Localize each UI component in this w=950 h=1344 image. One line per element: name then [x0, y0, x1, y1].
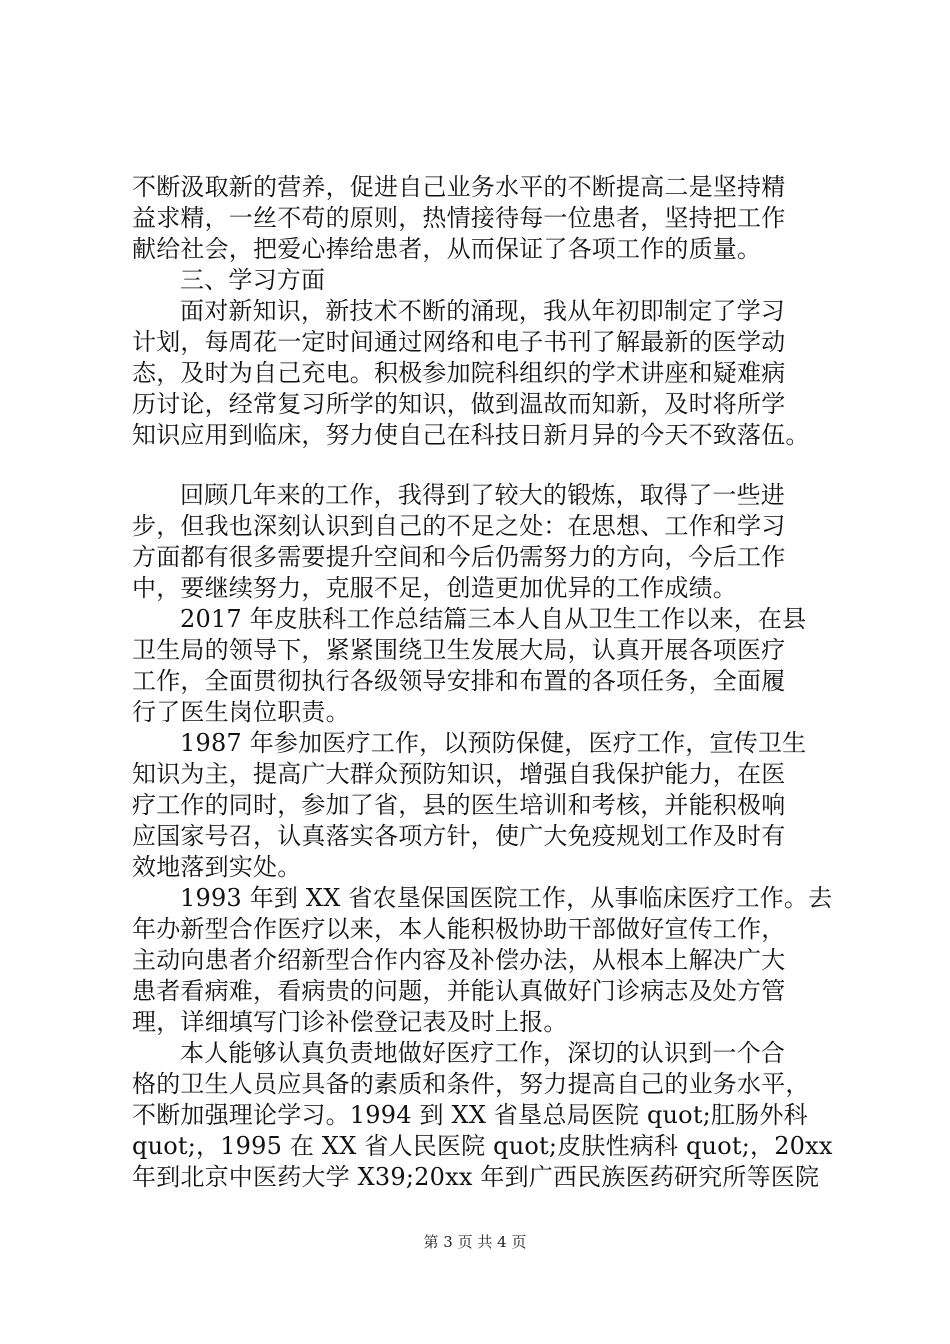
text-line: 益求精，一丝不苟的原则，热情接待每一位患者，坚持把工作 — [132, 204, 786, 232]
text-line: 患者看病难，看病贵的问题，并能认真做好门诊病志及处方管 — [132, 977, 786, 1005]
text-line: 不断加强理论学习。1994 到 XX 省垦总局医院 quot;肛肠外科 — [132, 1101, 808, 1129]
text-line: 1987 年参加医疗工作，以预防保健，医疗工作，宣传卫生 — [180, 729, 807, 757]
text-line: quot;，1995 在 XX 省人民医院 quot;皮肤性病科 quot;，20xx — [132, 1132, 833, 1160]
document-body — [132, 172, 838, 1193]
text-line: 理，详细填写门诊补偿登记表及时上报。 — [132, 1008, 568, 1036]
text-line: 历讨论，经常复习所学的知识，做到温故而知新，及时将所学 — [132, 390, 786, 418]
text-line: 步，但我也深刻认识到自己的不足之处：在思想、工作和学习 — [132, 512, 786, 540]
text-line: 中，要继续努力，克服不足，创造更加优异的工作成绩。 — [132, 574, 737, 602]
text-line: 方面都有很多需要提升空间和今后仍需努力的方向，今后工作 — [132, 543, 786, 571]
text-line: 应国家号召，认真落实各项方针，使广大免疫规划工作及时有 — [132, 822, 786, 850]
text-line: 卫生局的领导下，紧紧围绕卫生发展大局，认真开展各项医疗 — [132, 636, 786, 664]
text-line: 工作，全面贯彻执行各级领导安排和布置的各项任务，全面履 — [132, 667, 786, 695]
text-line: 疗工作的同时，参加了省，县的医生培训和考核，并能积极响 — [132, 791, 786, 819]
paragraph-gap — [132, 451, 838, 480]
text-line: 1993 年到 XX 省农垦保国医院工作，从事临床医疗工作。去 — [180, 884, 833, 912]
text-line: 不断汲取新的营养，促进自己业务水平的不断提高二是坚持精 — [132, 173, 786, 201]
text-line: 知识为主，提高广大群众预防知识，增强自我保护能力，在医 — [132, 760, 786, 788]
text-line: 年到北京中医药大学 X39;20xx 年到广西民族医药研究所等医院 — [132, 1163, 820, 1191]
text-line: 2017 年皮肤科工作总结篇三本人自从卫生工作以来，在县 — [180, 605, 807, 633]
text-line: 格的卫生人员应具备的素质和条件，努力提高自己的业务水平， — [132, 1070, 810, 1098]
text-line: 计划，每周花一定时间通过网络和电子书刊了解最新的医学动 — [132, 328, 786, 356]
text-line: 主动向患者介绍新型合作内容及补偿办法，从根本上解决广大 — [132, 946, 786, 974]
text-line: 年办新型合作医疗以来，本人能积极协助干部做好宣传工作， — [132, 915, 786, 943]
text-line: 行了医生岗位职责。 — [132, 698, 350, 726]
text-line: 知识应用到临床，努力使自己在科技日新月异的今天不致落伍。 — [132, 421, 810, 449]
text-line: 献给社会，把爱心捧给患者，从而保证了各项工作的质量。 — [132, 235, 762, 263]
text-line: 面对新知识，新技术不断的涌现，我从年初即制定了学习 — [180, 297, 785, 325]
text-line: 态，及时为自己充电。积极参加院科组织的学术讲座和疑难病 — [132, 359, 786, 387]
text-line: 本人能够认真负责地做好医疗工作，深切的认识到一个合 — [180, 1039, 785, 1067]
text-line: 回顾几年来的工作，我得到了较大的锻炼，取得了一些进 — [180, 481, 785, 509]
text-line: 效地落到实处。 — [132, 853, 302, 881]
section-heading: 三、学习方面 — [180, 266, 326, 294]
page-number-footer: 第 3 页 共 4 页 — [423, 1233, 527, 1251]
